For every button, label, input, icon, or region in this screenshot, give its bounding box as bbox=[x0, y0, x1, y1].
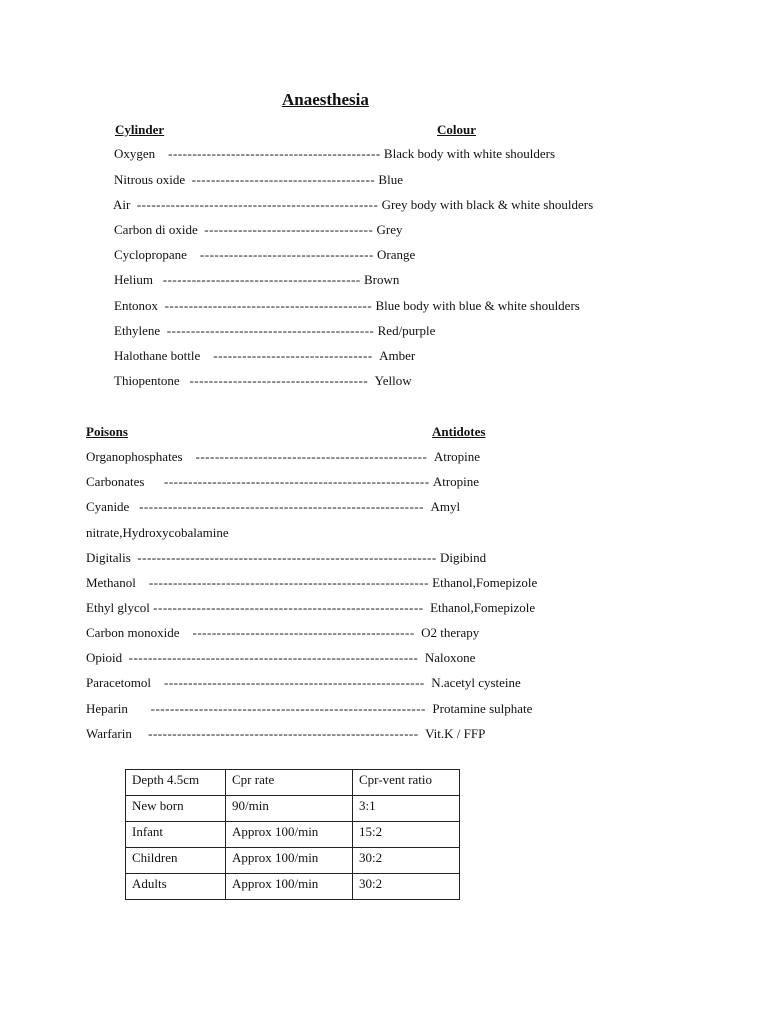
cylinder-colour: Grey body with black & white shoulders bbox=[381, 197, 594, 212]
table-cell: Approx 100/min bbox=[226, 848, 353, 874]
cylinder-name: Ethylene bbox=[114, 323, 161, 338]
cylinder-colour: Red/purple bbox=[377, 323, 436, 338]
cylinder-row bbox=[114, 348, 415, 364]
table-header-cell: Cpr rate bbox=[226, 770, 353, 796]
poison-name: Paracetomol bbox=[86, 675, 151, 690]
leader-dashes: -------------------------------------------------- bbox=[136, 197, 379, 212]
poison-row bbox=[86, 701, 532, 717]
cylinder-colour: Amber bbox=[379, 348, 416, 363]
antidote: Amyl bbox=[430, 499, 461, 514]
leader-dashes: ------------------------------------------- bbox=[164, 298, 373, 313]
cylinder-name: Oxygen bbox=[114, 146, 156, 161]
table-cell: Adults bbox=[126, 874, 226, 900]
leader-dashes: -------------------------------------------------------------- bbox=[137, 550, 437, 565]
cylinder-row bbox=[114, 172, 403, 188]
leader-dashes: --------------------------------- bbox=[213, 348, 373, 363]
leader-dashes: ------------------------------------------------------- bbox=[163, 474, 430, 489]
cylinder-colour: Brown bbox=[364, 272, 400, 287]
cylinder-row bbox=[114, 146, 555, 162]
cylinder-name: Air bbox=[113, 197, 131, 212]
poison-row bbox=[86, 575, 537, 591]
poisons-heading: Poisons bbox=[86, 424, 128, 439]
poison-row bbox=[86, 726, 485, 742]
poison-row bbox=[86, 499, 460, 515]
poison-name: Carbon monoxide bbox=[86, 625, 180, 640]
poison-name: Opioid bbox=[86, 650, 123, 665]
cylinder-name: Entonox bbox=[114, 298, 159, 313]
table-cell: Children bbox=[126, 848, 226, 874]
antidote: O2 therapy bbox=[421, 625, 480, 640]
table-cell: 3:1 bbox=[353, 796, 460, 822]
table-cell: Approx 100/min bbox=[226, 822, 353, 848]
antidote: N.acetyl cysteine bbox=[431, 675, 521, 690]
table-header-cell: Cpr-vent ratio bbox=[353, 770, 460, 796]
table-cell: 15:2 bbox=[353, 822, 460, 848]
cylinder-name: Thiopentone bbox=[114, 373, 180, 388]
leader-dashes: ---------------------------------------------- bbox=[192, 625, 415, 640]
cylinder-name: Carbon di oxide bbox=[114, 222, 198, 237]
table-header-row bbox=[126, 770, 460, 796]
leader-dashes: ------------------------------------ bbox=[199, 247, 374, 262]
leader-dashes: --------------------------------------------------------- bbox=[150, 701, 426, 716]
table-cell: 30:2 bbox=[353, 874, 460, 900]
cylinder-colour: Blue bbox=[378, 172, 403, 187]
table-row bbox=[126, 848, 460, 874]
cylinder-colour: Orange bbox=[377, 247, 416, 262]
poison-name: Digitalis bbox=[86, 550, 131, 565]
colour-heading: Colour bbox=[437, 122, 476, 137]
poison-name: Organophosphates bbox=[86, 449, 183, 464]
leader-dashes: ----------------------------------------- bbox=[162, 272, 361, 287]
antidote: Atropine bbox=[432, 474, 480, 489]
poison-name: Cyanide bbox=[86, 499, 130, 514]
poison-row bbox=[86, 449, 480, 465]
antidote: Atropine bbox=[433, 449, 481, 464]
leader-dashes: ----------------------------------- bbox=[204, 222, 374, 237]
page-title: Anaesthesia bbox=[282, 90, 369, 109]
poison-name: Methanol bbox=[86, 575, 136, 590]
poison-row bbox=[86, 550, 486, 566]
poison-name: Warfarin bbox=[86, 726, 132, 741]
antidote: Digibind bbox=[439, 550, 487, 565]
antidote: Naloxone bbox=[424, 650, 476, 665]
table-cell: 30:2 bbox=[353, 848, 460, 874]
leader-dashes: ------------------------------------- bbox=[189, 373, 369, 388]
antidote: Ethanol,Fomepizole bbox=[432, 575, 538, 590]
poison-name: Ethyl glycol bbox=[86, 600, 150, 615]
poison-row bbox=[86, 625, 479, 641]
cylinder-row bbox=[114, 222, 403, 238]
cylinder-colour: Grey bbox=[376, 222, 403, 237]
cylinder-row bbox=[114, 298, 580, 314]
antidote-continuation: nitrate,Hydroxycobalamine bbox=[86, 525, 229, 540]
cylinder-heading: Cylinder bbox=[115, 122, 165, 137]
leader-dashes: -------------------------------------------------------- bbox=[148, 726, 419, 741]
leader-dashes: ------------------------------------------------ bbox=[195, 449, 428, 464]
table-cell: Approx 100/min bbox=[226, 874, 353, 900]
table-row bbox=[126, 822, 460, 848]
cylinder-row bbox=[114, 323, 435, 339]
cylinder-row bbox=[114, 272, 399, 288]
cylinder-name: Nitrous oxide bbox=[114, 172, 186, 187]
cylinder-row bbox=[114, 373, 412, 389]
leader-dashes: -------------------------------------------------------- bbox=[153, 600, 424, 615]
cylinder-name: Halothane bottle bbox=[114, 348, 201, 363]
leader-dashes: ------------------------------------------------------------ bbox=[128, 650, 419, 665]
poison-name: Heparin bbox=[86, 701, 128, 716]
poison-row bbox=[86, 675, 521, 691]
poison-row bbox=[86, 474, 479, 490]
table-header-cell: Depth 4.5cm bbox=[126, 770, 226, 796]
poison-row-continuation bbox=[86, 525, 229, 541]
cylinder-colour: Black body with white shoulders bbox=[383, 146, 556, 161]
table-cell: New born bbox=[126, 796, 226, 822]
poison-name: Carbonates bbox=[86, 474, 145, 489]
poison-row bbox=[86, 650, 475, 666]
cpr-table bbox=[125, 769, 460, 900]
antidotes-heading: Antidotes bbox=[432, 424, 486, 439]
cylinder-row bbox=[113, 197, 593, 213]
leader-dashes: ------------------------------------------------------ bbox=[163, 675, 425, 690]
leader-dashes: -------------------------------------------- bbox=[168, 146, 381, 161]
leader-dashes: ----------------------------------------------------------- bbox=[139, 499, 424, 514]
antidote: Vit.K / FFP bbox=[425, 726, 486, 741]
cylinder-name: Helium bbox=[114, 272, 153, 287]
cylinder-colour: Blue body with blue & white shoulders bbox=[375, 298, 580, 313]
cylinder-name: Cyclopropane bbox=[114, 247, 187, 262]
leader-dashes: ------------------------------------------- bbox=[166, 323, 375, 338]
leader-dashes: -------------------------------------- bbox=[191, 172, 376, 187]
cylinder-row bbox=[114, 247, 415, 263]
table-row bbox=[126, 796, 460, 822]
cylinder-colour: Yellow bbox=[374, 373, 412, 388]
leader-dashes: ---------------------------------------------------------- bbox=[148, 575, 429, 590]
table-cell: Infant bbox=[126, 822, 226, 848]
table-row bbox=[126, 874, 460, 900]
antidote: Protamine sulphate bbox=[432, 701, 533, 716]
antidote: Ethanol,Fomepizole bbox=[430, 600, 536, 615]
poison-row bbox=[86, 600, 535, 616]
table-cell: 90/min bbox=[226, 796, 353, 822]
